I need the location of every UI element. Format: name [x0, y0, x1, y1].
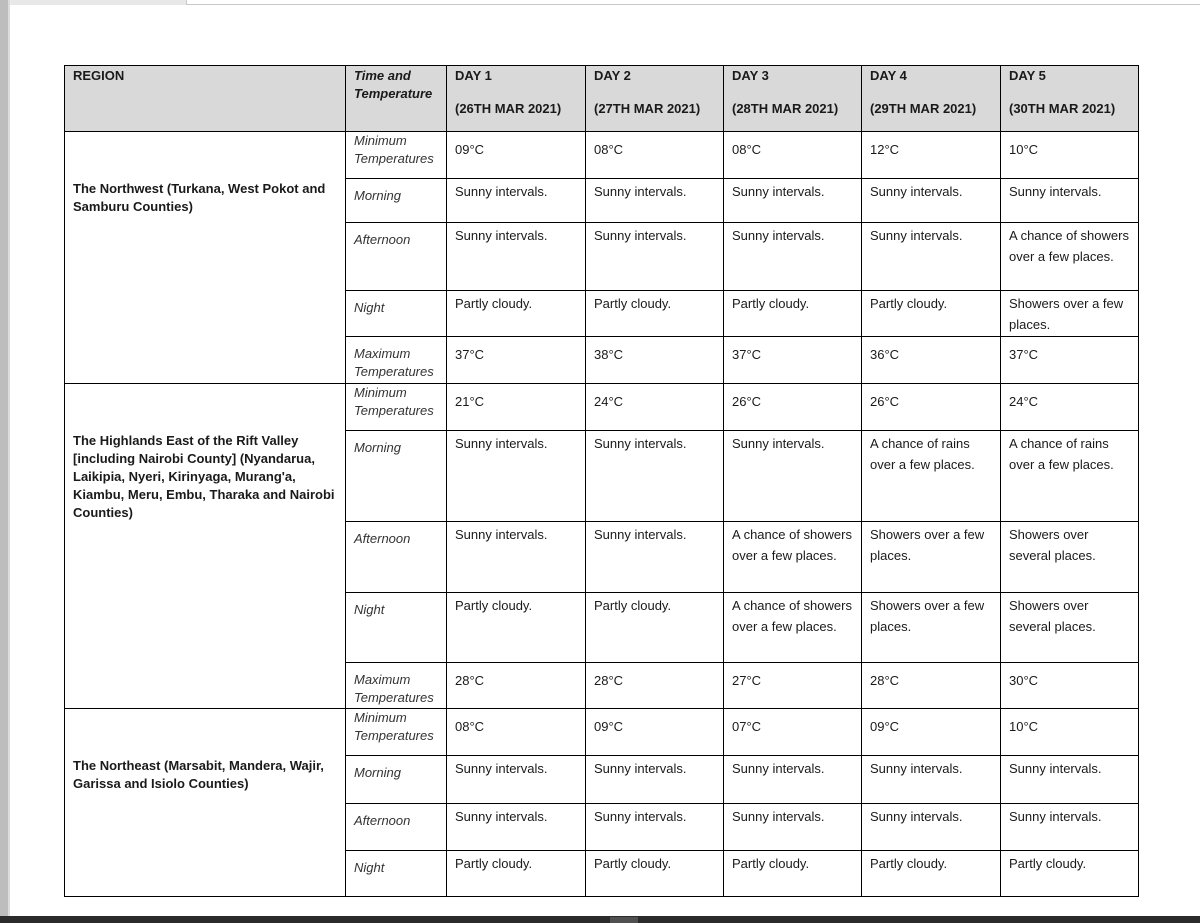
- forecast-cell: Sunny intervals.: [1001, 756, 1139, 804]
- day-label: DAY 1: [455, 68, 492, 83]
- period-cell: Minimum Temperatures: [346, 709, 447, 756]
- forecast-cell: 28°C: [586, 663, 724, 709]
- day-label: DAY 3: [732, 68, 769, 83]
- region-cell: [65, 223, 346, 291]
- period-cell: Night: [346, 291, 447, 337]
- forecast-cell: 24°C: [586, 384, 724, 431]
- period-cell: Night: [346, 851, 447, 897]
- forecast-cell: Sunny intervals.: [586, 522, 724, 593]
- forecast-cell: 09°C: [586, 709, 724, 756]
- time-temperature-header: Time and Temperature: [346, 66, 447, 132]
- forecast-table: [64, 65, 1139, 897]
- forecast-cell: Sunny intervals.: [724, 756, 862, 804]
- forecast-cell: Sunny intervals.: [447, 522, 586, 593]
- period-cell: Minimum Temperatures: [346, 384, 447, 431]
- period-cell: Morning: [346, 431, 447, 522]
- table-row: [65, 431, 1139, 522]
- forecast-cell: 26°C: [862, 384, 1001, 431]
- period-cell: Maximum Temperatures: [346, 337, 447, 384]
- table-row: [65, 851, 1139, 897]
- day-date: (27TH MAR 2021): [594, 101, 701, 116]
- day-header: [724, 66, 862, 132]
- region-cell: [65, 179, 346, 223]
- period-cell: Night: [346, 593, 447, 663]
- scrollbar-thumb[interactable]: [610, 917, 638, 923]
- forecast-cell: 08°C: [447, 709, 586, 756]
- forecast-cell: Partly cloudy.: [724, 291, 862, 337]
- forecast-cell: 08°C: [586, 132, 724, 179]
- forecast-cell: A chance of showers over a few places.: [724, 522, 862, 593]
- forecast-cell: 09°C: [447, 132, 586, 179]
- region-header: REGION: [65, 66, 346, 132]
- forecast-cell: Sunny intervals.: [447, 223, 586, 291]
- table-row: [65, 522, 1139, 593]
- forecast-cell: Sunny intervals.: [862, 179, 1001, 223]
- forecast-cell: Sunny intervals.: [586, 756, 724, 804]
- forecast-cell: 21°C: [447, 384, 586, 431]
- table-row: [65, 709, 1139, 756]
- day-header: [586, 66, 724, 132]
- region-cell: [65, 522, 346, 593]
- region-cell: [65, 593, 346, 663]
- forecast-cell: Sunny intervals.: [586, 804, 724, 851]
- forecast-cell: 10°C: [1001, 132, 1139, 179]
- table-row: [65, 804, 1139, 851]
- day-date: (26TH MAR 2021): [455, 101, 562, 116]
- forecast-cell: Partly cloudy.: [724, 851, 862, 897]
- forecast-cell: Sunny intervals.: [724, 223, 862, 291]
- forecast-cell: 08°C: [724, 132, 862, 179]
- forecast-cell: 27°C: [724, 663, 862, 709]
- forecast-cell: A chance of showers over a few places.: [724, 593, 862, 663]
- forecast-cell: 10°C: [1001, 709, 1139, 756]
- table-row: [65, 132, 1139, 179]
- header-row: [65, 66, 1139, 132]
- table-row: [65, 593, 1139, 663]
- day-date: (30TH MAR 2021): [1009, 101, 1116, 116]
- forecast-cell: 30°C: [1001, 663, 1139, 709]
- day-label: DAY 5: [1009, 68, 1046, 83]
- forecast-cell: Sunny intervals.: [586, 431, 724, 522]
- period-cell: Afternoon: [346, 522, 447, 593]
- forecast-cell: 37°C: [447, 337, 586, 384]
- forecast-cell: 37°C: [1001, 337, 1139, 384]
- forecast-cell: Sunny intervals.: [447, 756, 586, 804]
- day-header: [862, 66, 1001, 132]
- period-cell: Afternoon: [346, 223, 447, 291]
- bottom-scrollbar[interactable]: [0, 916, 1200, 923]
- table-row: [65, 384, 1139, 431]
- forecast-cell: 24°C: [1001, 384, 1139, 431]
- forecast-body: [65, 132, 1139, 897]
- forecast-cell: Sunny intervals.: [586, 179, 724, 223]
- forecast-cell: Partly cloudy.: [1001, 851, 1139, 897]
- region-name: The Northeast (Marsabit, Mandera, Wajir, Garissa and Isiolo Counties): [73, 757, 324, 791]
- table-row: [65, 756, 1139, 804]
- forecast-cell: Showers over several places.: [1001, 522, 1139, 593]
- forecast-cell: 38°C: [586, 337, 724, 384]
- forecast-cell: A chance of showers over a few places.: [1001, 223, 1139, 291]
- forecast-cell: 07°C: [724, 709, 862, 756]
- forecast-cell: 28°C: [447, 663, 586, 709]
- region-cell: [65, 804, 346, 851]
- region-name: The Highlands East of the Rift Valley [including Nairobi County] (Nyandarua, Laikipia, Nyeri, Kirinyaga, Murang'a, Kiambu, Meru, Embu, Tharaka and Nairobi Counties): [73, 432, 335, 520]
- forecast-cell: Sunny intervals.: [447, 804, 586, 851]
- left-window-edge-inner: [8, 0, 10, 923]
- window-top-strip: [0, 0, 1200, 5]
- forecast-cell: A chance of rains over a few places.: [862, 431, 1001, 522]
- forecast-cell: Partly cloudy.: [586, 851, 724, 897]
- region-cell: [65, 337, 346, 384]
- forecast-cell: Partly cloudy.: [586, 291, 724, 337]
- day-label: DAY 4: [870, 68, 907, 83]
- forecast-cell: Sunny intervals.: [862, 756, 1001, 804]
- day-date: (28TH MAR 2021): [732, 101, 839, 116]
- forecast-cell: Showers over a few places.: [862, 593, 1001, 663]
- forecast-cell: 12°C: [862, 132, 1001, 179]
- forecast-cell: Partly cloudy.: [586, 593, 724, 663]
- region-name: The Northwest (Turkana, West Pokot and Samburu Counties): [73, 180, 326, 214]
- forecast-cell: 36°C: [862, 337, 1001, 384]
- forecast-cell: Sunny intervals.: [724, 804, 862, 851]
- forecast-cell: Sunny intervals.: [1001, 179, 1139, 223]
- region-cell: [65, 709, 346, 756]
- day-date: (29TH MAR 2021): [870, 101, 977, 116]
- forecast-cell: Sunny intervals.: [447, 431, 586, 522]
- document-tab[interactable]: [0, 0, 187, 5]
- period-cell: Morning: [346, 756, 447, 804]
- forecast-cell: Partly cloudy.: [862, 851, 1001, 897]
- tab-divider: [186, 4, 1200, 5]
- period-cell: Morning: [346, 179, 447, 223]
- day-label: DAY 2: [594, 68, 631, 83]
- region-cell: [65, 132, 346, 179]
- day-header: [1001, 66, 1139, 132]
- period-cell: Afternoon: [346, 804, 447, 851]
- forecast-cell: 26°C: [724, 384, 862, 431]
- forecast-cell: Partly cloudy.: [447, 593, 586, 663]
- table-row: [65, 337, 1139, 384]
- region-cell: [65, 851, 346, 897]
- region-cell: [65, 291, 346, 337]
- forecast-cell: Sunny intervals.: [1001, 804, 1139, 851]
- period-cell: Maximum Temperatures: [346, 663, 447, 709]
- forecast-cell: Showers over a few places.: [862, 522, 1001, 593]
- region-cell: [65, 663, 346, 709]
- period-cell: Minimum Temperatures: [346, 132, 447, 179]
- forecast-cell: Sunny intervals.: [447, 179, 586, 223]
- forecast-cell: 09°C: [862, 709, 1001, 756]
- forecast-cell: Sunny intervals.: [862, 223, 1001, 291]
- region-cell: [65, 384, 346, 431]
- table-row: [65, 179, 1139, 223]
- forecast-cell: Showers over several places.: [1001, 593, 1139, 663]
- table-row: [65, 291, 1139, 337]
- forecast-cell: Sunny intervals.: [724, 431, 862, 522]
- forecast-cell: Partly cloudy.: [447, 851, 586, 897]
- forecast-cell: Partly cloudy.: [447, 291, 586, 337]
- forecast-cell: 28°C: [862, 663, 1001, 709]
- region-cell: [65, 431, 346, 522]
- forecast-cell: Sunny intervals.: [586, 223, 724, 291]
- forecast-cell: Showers over a few places.: [1001, 291, 1139, 337]
- left-window-edge: [0, 0, 8, 923]
- forecast-cell: Sunny intervals.: [724, 179, 862, 223]
- forecast-cell: 37°C: [724, 337, 862, 384]
- day-header: [447, 66, 586, 132]
- forecast-cell: Partly cloudy.: [862, 291, 1001, 337]
- table-row: [65, 663, 1139, 709]
- region-cell: [65, 756, 346, 804]
- forecast-cell: A chance of rains over a few places.: [1001, 431, 1139, 522]
- table-row: [65, 223, 1139, 291]
- forecast-cell: Sunny intervals.: [862, 804, 1001, 851]
